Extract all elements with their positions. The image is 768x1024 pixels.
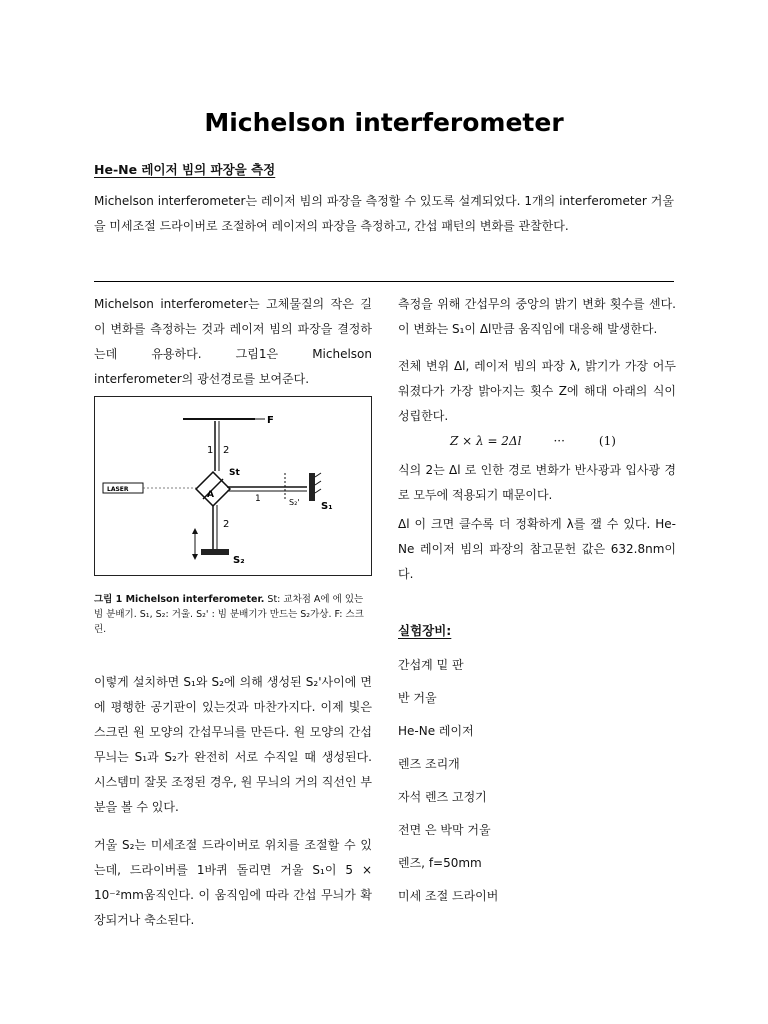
point-label: A [207, 490, 214, 500]
splitter-label: St [229, 468, 240, 478]
equation-number: (1) [598, 434, 616, 448]
equipment-item: 자석 렌즈 고정기 [398, 790, 487, 804]
right-paragraph-4: Δl 이 크면 클수록 더 정확하게 λ를 잴 수 있다. He-Ne 레이저 빔의 파장의 참고문헌 값은 632.8nm이다. [398, 517, 676, 581]
right-paragraph-3: 식의 2는 Δl 로 인한 경로 변화가 반사광과 입사광 경로 모두에 적용되기 때문이다. [398, 463, 676, 502]
equipment-item: 전면 은 박막 거울 [398, 823, 491, 837]
left-column [94, 292, 372, 392]
equation-row [398, 429, 676, 454]
right-paragraph-2: 전체 변위 Δl, 레이저 빔의 파장 λ, 밝기가 가장 어두워졌다가 가장 밝아지는 횟수 Z에 해대 아래의 식이 성립한다. [398, 359, 676, 423]
path2-label-top: 2 [223, 445, 230, 456]
virtual-mirror-label: S₂' [289, 498, 300, 507]
interferometer-diagram [95, 397, 371, 575]
left-paragraph-3: 거울 S₂는 미세조절 드라이버로 위치를 조절할 수 있는데, 드라이버를 1바퀴 돌리면 거울 S₁이 5 × 10⁻²mm움직인다. 이 움직임에 따라 간섭 무늬가 확장되거나 축소된다. [94, 838, 372, 927]
equipment-item: 반 거울 [398, 691, 437, 705]
equipment-item: 렌즈, f=50mm [398, 856, 482, 870]
horizontal-divider [94, 281, 674, 282]
mirror-s1 [309, 473, 315, 501]
interferometer-figure [94, 396, 372, 576]
figure-caption [94, 592, 372, 637]
page-title: Michelson interferometer [204, 108, 564, 137]
left-column-lower [94, 670, 372, 933]
caption-text: St: 교차점 A에 에 있는 빔 분배기. S₁, S₂: 거울. S₂' : 빔 분배기가 만드는 S₂가상. F: 스크린. [94, 594, 364, 635]
path1-label-right: 1 [255, 494, 261, 504]
caption-lead: 그림 1 Michelson interferometer. [94, 594, 265, 605]
laser-label: LASER [107, 486, 129, 493]
mirror-s2 [201, 549, 229, 555]
mirror-s2-label: S₂ [233, 555, 245, 566]
path1-label-top: 1 [207, 445, 214, 456]
equipment-list [398, 649, 676, 913]
mirror-s1-label: S₁ [321, 501, 333, 512]
left-paragraph-2: 이렇게 설치하면 S₁와 S₂에 의해 생성된 S₂'사이에 면에 평행한 공기판이 있는것과 마찬가지다. 이제 빛은 스크린 원 모양의 간섭무늬를 만든다. 원 모양의 간섭무늬는 S₁과 S₂가 완전히 서로 수직일 때 생성된다. 시스템미 잘못 조정된 경우, 원 무늬의 거의 직선인 부분을 볼 수 있다. [94, 675, 372, 814]
equipment-item: 미세 조절 드라이버 [398, 889, 499, 903]
right-column [398, 292, 676, 913]
path2-label-bottom: 2 [223, 519, 230, 530]
equation: Z × λ = 2Δl [450, 434, 522, 448]
section-subheading: He-Ne 레이저 빔의 파장을 측정 [94, 162, 276, 177]
left-paragraph-1: Michelson interferometer는 고체물질의 작은 길이 변화를 측정하는 것과 레이저 빔의 파장을 결정하는데 유용하다. 그림1은 Michelson interferometer의 광선경로를 보여준다. [94, 297, 372, 386]
intro-paragraph: Michelson interferometer는 레이저 빔의 파장을 측정할 수 있도록 설계되었다. 1개의 interferometer 거울을 미세조절 드라이버로 조절하여 레이저의 파장을 측정하고, 간섭 패턴의 변화를 관찰한다. [94, 194, 674, 233]
equipment-item: 렌즈 조리개 [398, 757, 460, 771]
screen-label: F [267, 415, 274, 426]
right-paragraph-1: 측정을 위해 간섭무의 중앙의 밝기 변화 횟수를 센다. 이 변화는 S₁이 Δl만큼 움직임에 대응해 발생한다. [398, 297, 676, 336]
equipment-item: 간섭계 밑 판 [398, 658, 464, 672]
equation-dots: ··· [553, 434, 565, 448]
equipment-heading: 실험장비: [398, 623, 452, 638]
equipment-item: He-Ne 레이저 [398, 724, 474, 738]
